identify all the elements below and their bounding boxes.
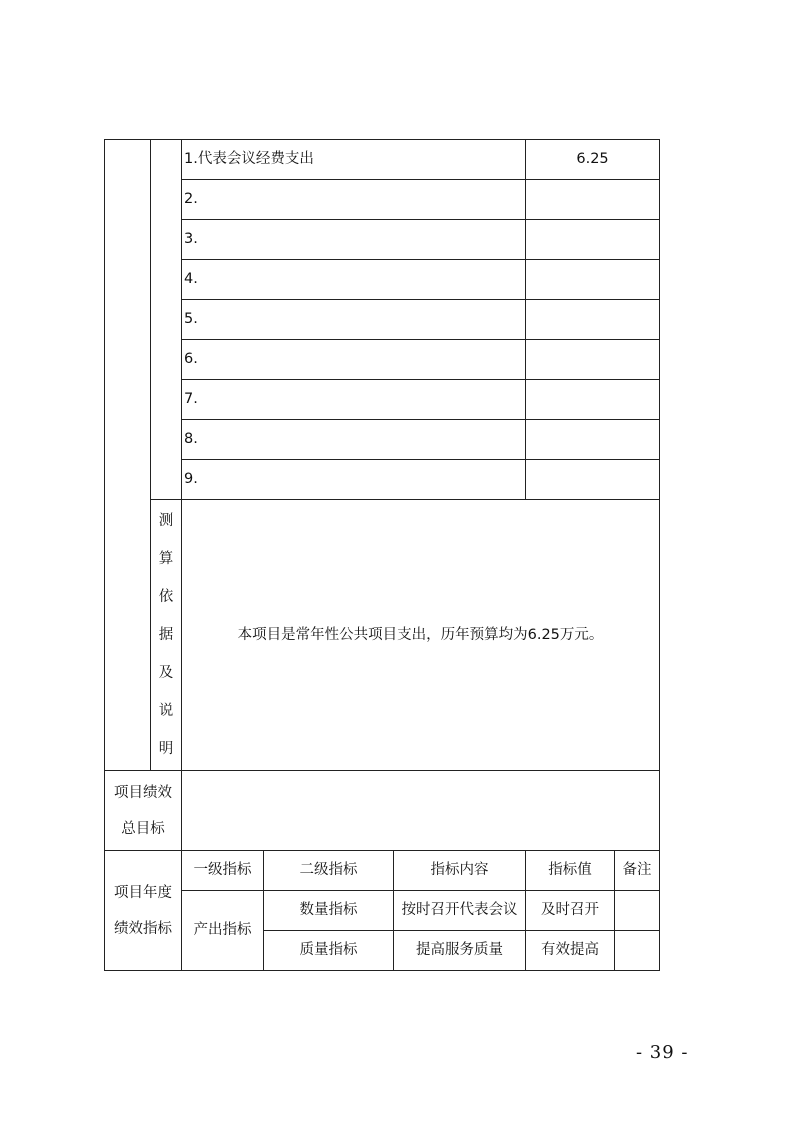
budget-item-label: 1.代表会议经费支出 — [182, 140, 526, 180]
overall-goal-label-line: 项目绩效 — [114, 784, 172, 801]
basis-label-char: 明 — [158, 741, 174, 757]
budget-item-label: 2. — [182, 180, 526, 220]
basis-label-char: 及 — [158, 665, 174, 681]
inner-label-cell — [151, 140, 182, 500]
basis-label-char: 说 — [158, 703, 174, 719]
budget-item-amount — [526, 420, 660, 460]
basis-label-char: 算 — [158, 551, 174, 567]
budget-item-label: 3. — [182, 220, 526, 260]
budget-item-amount — [526, 180, 660, 220]
level1-name: 产出指标 — [182, 891, 264, 971]
budget-item-label: 4. — [182, 260, 526, 300]
indicator-level2: 数量指标 — [264, 891, 394, 931]
annual-indicators-label — [105, 851, 182, 971]
budget-item-amount — [526, 300, 660, 340]
budget-item-label: 8. — [182, 420, 526, 460]
budget-row — [105, 300, 660, 340]
indicator-note — [615, 891, 660, 931]
budget-item-amount — [526, 460, 660, 500]
indicator-header-row — [105, 851, 660, 891]
indicator-content: 提高服务质量 — [394, 931, 526, 971]
basis-row — [105, 500, 660, 771]
budget-row — [105, 420, 660, 460]
indicator-content: 按时召开代表会议 — [394, 891, 526, 931]
header-level1: 一级指标 — [182, 851, 264, 891]
budget-item-label: 6. — [182, 340, 526, 380]
annual-indicators-label-line: 绩效指标 — [114, 920, 172, 937]
basis-text: 本项目是常年性公共项目支出，历年预算均为6.25万元。 — [182, 500, 660, 771]
header-note: 备注 — [615, 851, 660, 891]
outer-label-cell — [105, 140, 151, 771]
budget-row — [105, 220, 660, 260]
indicator-value: 及时召开 — [526, 891, 615, 931]
header-content: 指标内容 — [394, 851, 526, 891]
budget-row — [105, 340, 660, 380]
budget-item-amount — [526, 260, 660, 300]
budget-table — [104, 139, 660, 971]
basis-label-char: 据 — [158, 627, 174, 643]
page-number: - 39 - — [636, 1042, 689, 1063]
basis-label-char: 依 — [158, 589, 174, 605]
overall-goal-row — [105, 771, 660, 851]
budget-row — [105, 380, 660, 420]
overall-goal-label — [105, 771, 182, 851]
budget-item-amount — [526, 380, 660, 420]
annual-indicators-label-line: 项目年度 — [114, 884, 172, 901]
budget-item-label: 5. — [182, 300, 526, 340]
overall-goal-label-line: 总目标 — [121, 820, 165, 837]
budget-row — [105, 180, 660, 220]
budget-item-amount: 6.25 — [526, 140, 660, 180]
budget-row — [105, 140, 660, 180]
basis-label — [151, 500, 182, 771]
budget-item-amount — [526, 340, 660, 380]
indicator-note — [615, 931, 660, 971]
indicator-row — [105, 891, 660, 931]
indicator-level2: 质量指标 — [264, 931, 394, 971]
budget-item-label: 9. — [182, 460, 526, 500]
budget-item-amount — [526, 220, 660, 260]
budget-row — [105, 260, 660, 300]
header-value: 指标值 — [526, 851, 615, 891]
budget-row — [105, 460, 660, 500]
budget-item-label: 7. — [182, 380, 526, 420]
indicator-value: 有效提高 — [526, 931, 615, 971]
header-level2: 二级指标 — [264, 851, 394, 891]
overall-goal-value — [182, 771, 660, 851]
basis-label-char: 测 — [158, 513, 174, 529]
